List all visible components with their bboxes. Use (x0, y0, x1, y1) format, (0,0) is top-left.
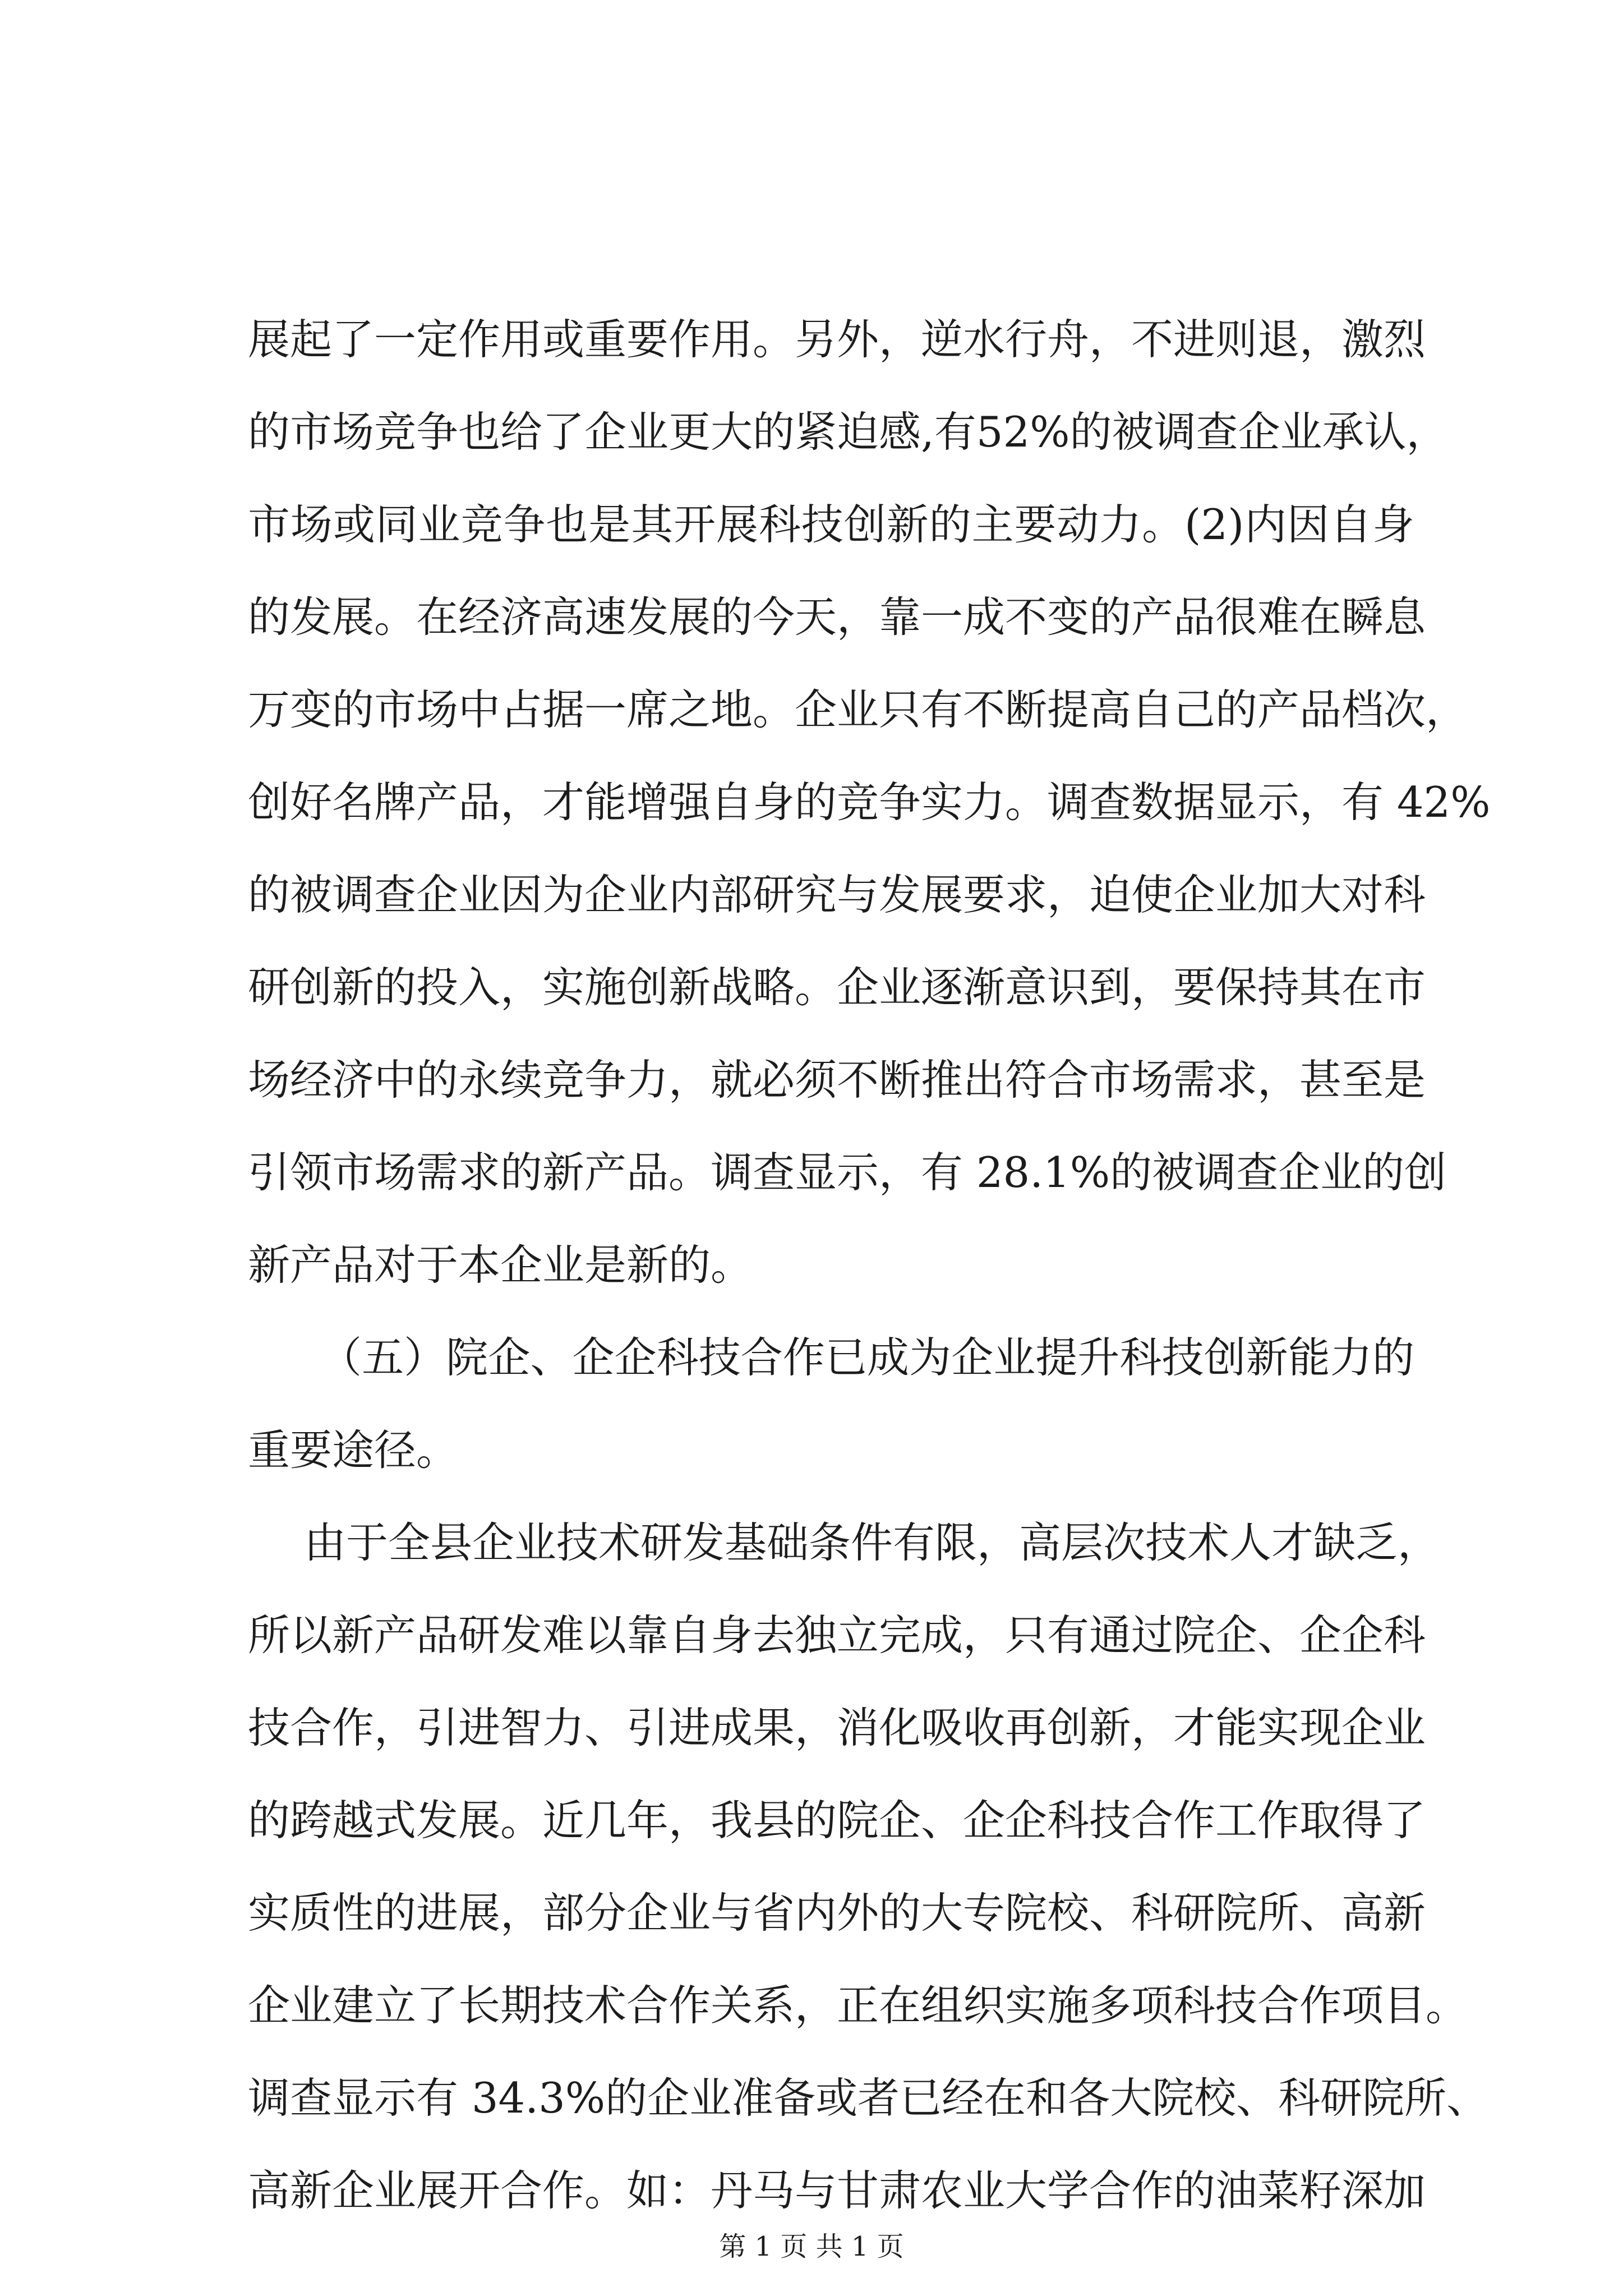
text-line: 引领市场需求的新产品。调查显示，有 28.1%的被调查企业的创 (248, 1148, 1447, 1197)
text-line: 的市场竞争也给了企业更大的紧迫感,有52%的被调查企业承认， (248, 407, 1449, 457)
text-line: 新产品对于本企业是新的。 (248, 1240, 753, 1290)
text-line: 研创新的投入，实施创新战略。企业逐渐意识到，要保持其在市 (248, 963, 1426, 1012)
text-line: 所以新产品研发难以靠自身去独立完成，只有通过院企、企企科 (248, 1611, 1426, 1660)
text-line: 高新企业展开合作。如：丹马与甘肃农业大学合作的油菜籽深加 (248, 2166, 1426, 2215)
text-line: 技合作，引进智力、引进成果，消化吸收再创新，才能实现企业 (248, 1703, 1426, 1752)
section-heading-line: （五）院企、企企科技合作已成为企业提升科技创新能力的 (320, 1333, 1414, 1382)
page-footer: 第 1 页 共 1 页 (719, 2231, 904, 2262)
text-line: 由于全县企业技术研发基础条件有限，高层次技术人才缺乏， (304, 1518, 1440, 1567)
text-line: 的发展。在经济高速发展的今天，靠一成不变的产品很难在瞬息 (248, 592, 1426, 642)
text-line: 展起了一定作用或重要作用。另外，逆水行舟，不进则退，激烈 (248, 315, 1426, 364)
text-line: 场经济中的永续竞争力，就必须不断推出符合市场需求，甚至是 (248, 1055, 1426, 1105)
text-line: 的被调查企业因为企业内部研究与发展要求，迫使企业加大对科 (248, 870, 1426, 919)
text-line: 调查显示有 34.3%的企业准备或者已经在和各大院校、科研院所、 (248, 2073, 1489, 2123)
text-line: 的跨越式发展。近几年，我县的院企、企企科技合作工作取得了 (248, 1796, 1426, 1845)
section-heading-line: 重要途径。 (248, 1425, 459, 1475)
text-line: 市场或同业竞争也是其开展科技创新的主要动力。(2)内因自身 (248, 500, 1414, 549)
text-line: 企业建立了长期技术合作关系，正在组织实施多项科技合作项目。 (248, 1981, 1468, 2030)
text-line: 实质性的进展，部分企业与省内外的大专院校、科研院所、高新 (248, 1888, 1426, 1938)
text-line: 万变的市场中占据一席之地。企业只有不断提高自己的产品档次， (248, 685, 1468, 734)
text-line: 创好名牌产品，才能增强自身的竞争实力。调查数据显示，有 42% (248, 777, 1491, 827)
